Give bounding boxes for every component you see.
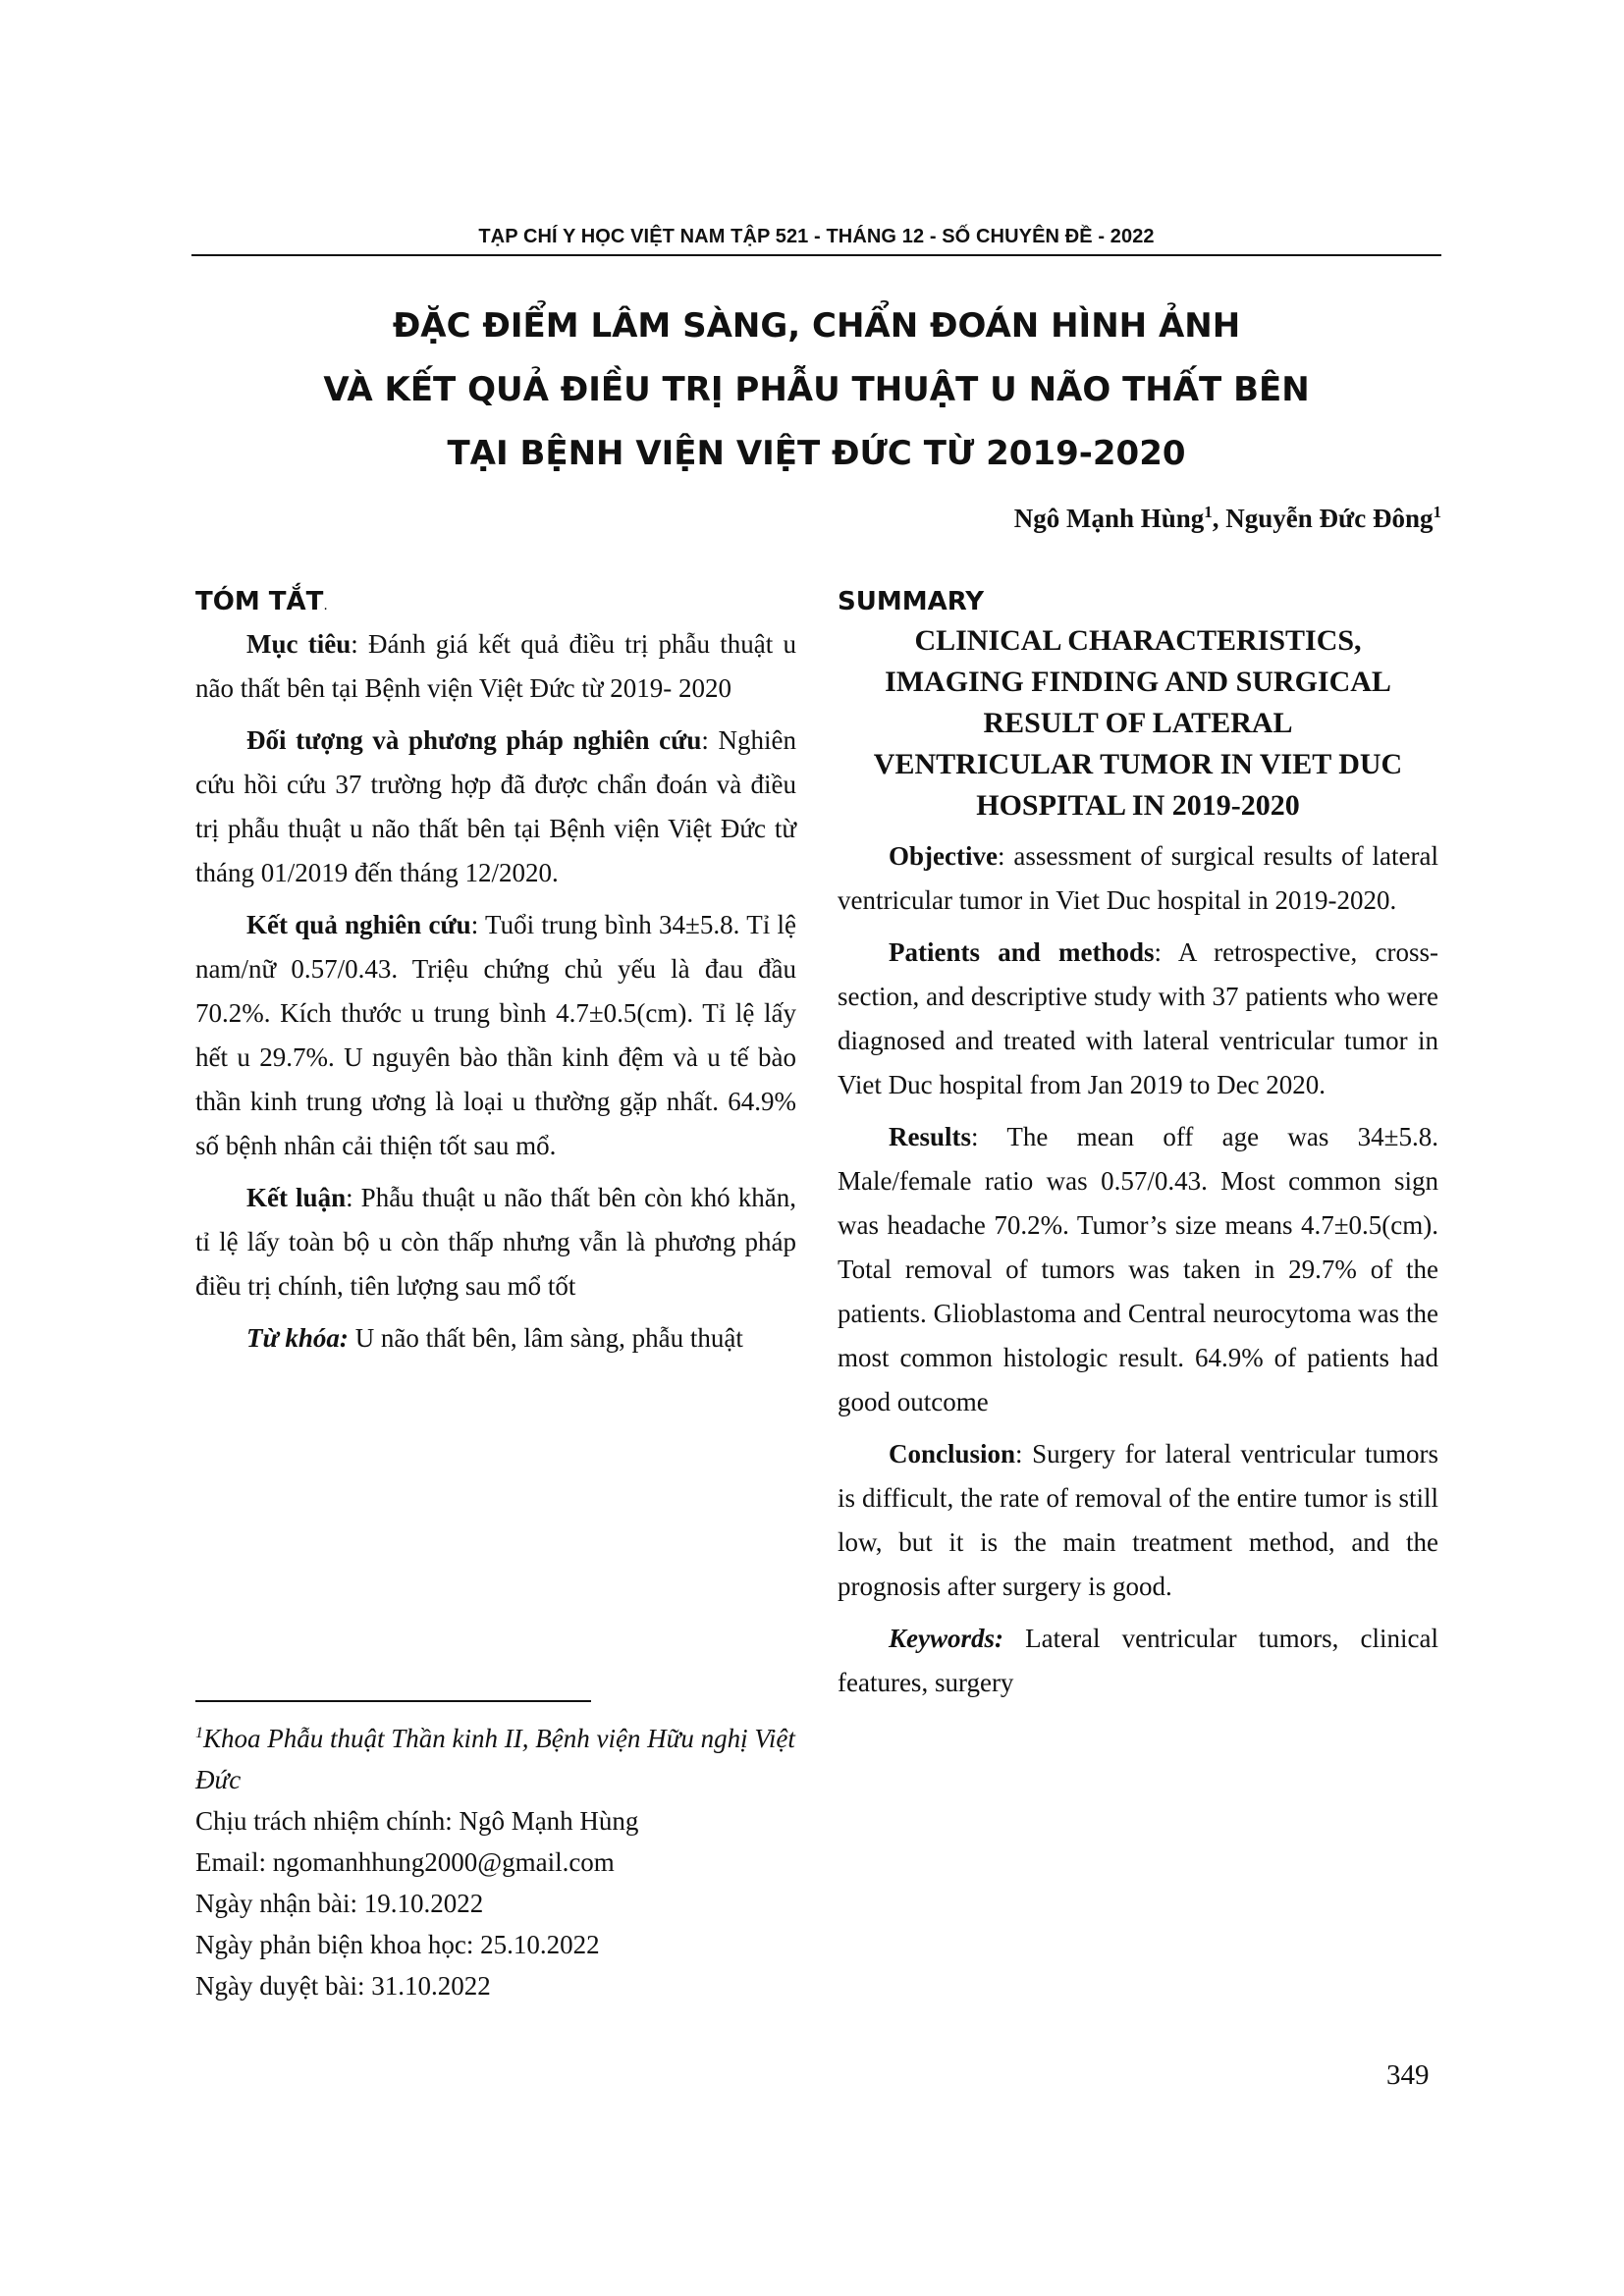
author-1: Ngô Mạnh Hùng <box>1013 504 1205 533</box>
abstract-heading-text: TÓM TẮT <box>195 587 324 616</box>
summary-title-line-1: CLINICAL CHARACTERISTICS, <box>914 624 1362 657</box>
journal-header: TẠP CHÍ Y HỌC VIỆT NAM TẬP 521 - THÁNG 12 - SỐ CHUYÊN ĐỀ - 2022 <box>478 226 1155 247</box>
summary-title-line-4: VENTRICULAR TUMOR IN VIET DUC <box>873 748 1403 780</box>
en-results-label: Results <box>889 1122 972 1151</box>
en-methods-label: Patients and methods <box>889 937 1155 967</box>
summary-title-line-5: HOSPITAL IN 2019-2020 <box>976 789 1300 822</box>
author-2: Nguyễn Đức Đông <box>1225 504 1434 533</box>
responsible-author: Chịu trách nhiệm chính: Ngô Mạnh Hùng <box>195 1806 639 1836</box>
header-divider <box>191 254 1441 256</box>
date-accepted: Ngày duyệt bài: 31.10.2022 <box>195 1971 491 2001</box>
en-keywords-text: Lateral ventricular tumors, clinical features, surgery <box>838 1624 1438 1697</box>
en-results <box>838 1115 1438 1424</box>
vi-conclusion <box>195 1176 796 1308</box>
en-keywords-label: Keywords: <box>889 1624 1003 1653</box>
en-objective-label: Objective <box>889 841 998 871</box>
title-line-2: VÀ KẾT QUẢ ĐIỀU TRỊ PHẪU THUẬT U NÃO THẤT BÊN <box>323 370 1310 409</box>
en-results-text: : The mean off age was 34±5.8. Male/female ratio was 0.57/0.43. Most common sign was headache 70.2%. Tumor’s size means 4.7±0.5(cm). Total removal of tumors was taken in 29.7% of the patients. Glioblastoma and Central neurocytoma was the most common histologic result. 64.9% of patients had good outcome <box>838 1122 1438 1416</box>
author-separator: , <box>1212 504 1226 533</box>
contact-email: Email: ngomanhhung2000@gmail.com <box>195 1847 615 1877</box>
affiliation-note <box>195 1713 796 1800</box>
abstract-heading <box>195 583 796 620</box>
author-2-affiliation: 1 <box>1433 503 1441 521</box>
en-objective <box>838 834 1438 923</box>
date-received: Ngày nhận bài: 19.10.2022 <box>195 1889 484 1918</box>
summary-title-line-3: RESULT OF LATERAL <box>983 707 1293 739</box>
vi-methods <box>195 719 796 895</box>
english-summary <box>838 583 1438 1705</box>
vi-conclusion-text: : Phẫu thuật u não thất bên còn khó khăn, tỉ lệ lấy toàn bộ u còn thấp nhưng vẫn là phương pháp điều trị chính, tiên lượng sau mổ tốt <box>195 1183 796 1301</box>
en-conclusion-label: Conclusion <box>889 1439 1016 1468</box>
page-number: 349 <box>1386 2059 1430 2091</box>
vietnamese-abstract <box>195 583 796 1361</box>
title-line-1: ĐẶC ĐIỂM LÂM SÀNG, CHẨN ĐOÁN HÌNH ẢNH <box>392 306 1241 346</box>
affiliation-text: Khoa Phẫu thuật Thần kinh II, Bệnh viện Hữu nghị Việt Đức <box>195 1724 795 1794</box>
article-title <box>191 294 1441 486</box>
date-reviewed: Ngày phản biện khoa học: 25.10.2022 <box>195 1930 600 1959</box>
en-conclusion-text: : Surgery for lateral ventricular tumors is difficult, the rate of removal of the entire tumor is still low, but it is the main treatment method, and the prognosis after surgery is good. <box>838 1439 1438 1601</box>
vi-conclusion-label: Kết luận <box>246 1183 347 1212</box>
summary-heading: SUMMARY <box>838 587 985 616</box>
abstract-heading-dot: . <box>323 598 328 614</box>
footnote-divider <box>195 1700 591 1702</box>
vi-results <box>195 903 796 1168</box>
author-1-affiliation: 1 <box>1204 503 1213 521</box>
vi-objective-text: : Đánh giá kết quả điều trị phẫu thuật u não thất bên tại Bệnh viện Việt Đức từ 2019- 2020 <box>195 629 797 703</box>
affiliation-marker: 1 <box>195 1725 203 1741</box>
title-line-3: TẠI BỆNH VIỆN VIỆT ĐỨC TỪ 2019-2020 <box>447 434 1186 473</box>
vi-methods-label: Đối tượng và phương pháp nghiên cứu <box>246 725 702 755</box>
en-methods <box>838 931 1438 1107</box>
vi-methods-text: : Nghiên cứu hồi cứu 37 trường hợp đã được chẩn đoán và điều trị phẫu thuật u não thất bên tại Bệnh viện Việt Đức từ tháng 01/2019 đến tháng 12/2020. <box>195 725 796 887</box>
footnotes <box>195 1713 796 2006</box>
summary-title <box>838 620 1438 827</box>
en-methods-text: : A retrospective, cross-section, and descriptive study with 37 patients who were diagnosed and treated with lateral ventricular tumor in Viet Duc hospital from Jan 2019 to Dec 2020. <box>838 937 1438 1099</box>
vi-keywords-label: Từ khóa: <box>246 1323 349 1353</box>
author-list <box>1014 503 1441 534</box>
vi-results-text: : Tuổi trung bình 34±5.8. Tỉ lệ nam/nữ 0.57/0.43. Triệu chứng chủ yếu là đau đầu 70.2%. Kích thước u trung bình 4.7±0.5(cm). Tỉ lệ lấy hết u 29.7%. U nguyên bào thần kinh đệm và u tế bào thần kinh trung ương là loại u thường gặp nhất. 64.9% số bệnh nhân cải thiện tốt sau mổ. <box>195 910 796 1160</box>
vi-keywords-text: U não thất bên, lâm sàng, phẫu thuật <box>348 1323 743 1353</box>
vi-results-label: Kết quả nghiên cứu <box>246 910 471 939</box>
vi-objective-label: Mục tiêu <box>246 629 352 659</box>
en-keywords <box>838 1617 1438 1705</box>
vi-objective <box>195 622 796 711</box>
en-objective-text: : assessment of surgical results of lateral ventricular tumor in Viet Duc hospital in 2019-2020. <box>838 841 1438 915</box>
summary-title-line-2: IMAGING FINDING AND SURGICAL <box>885 666 1391 698</box>
vi-keywords <box>195 1316 796 1361</box>
en-conclusion <box>838 1432 1438 1609</box>
